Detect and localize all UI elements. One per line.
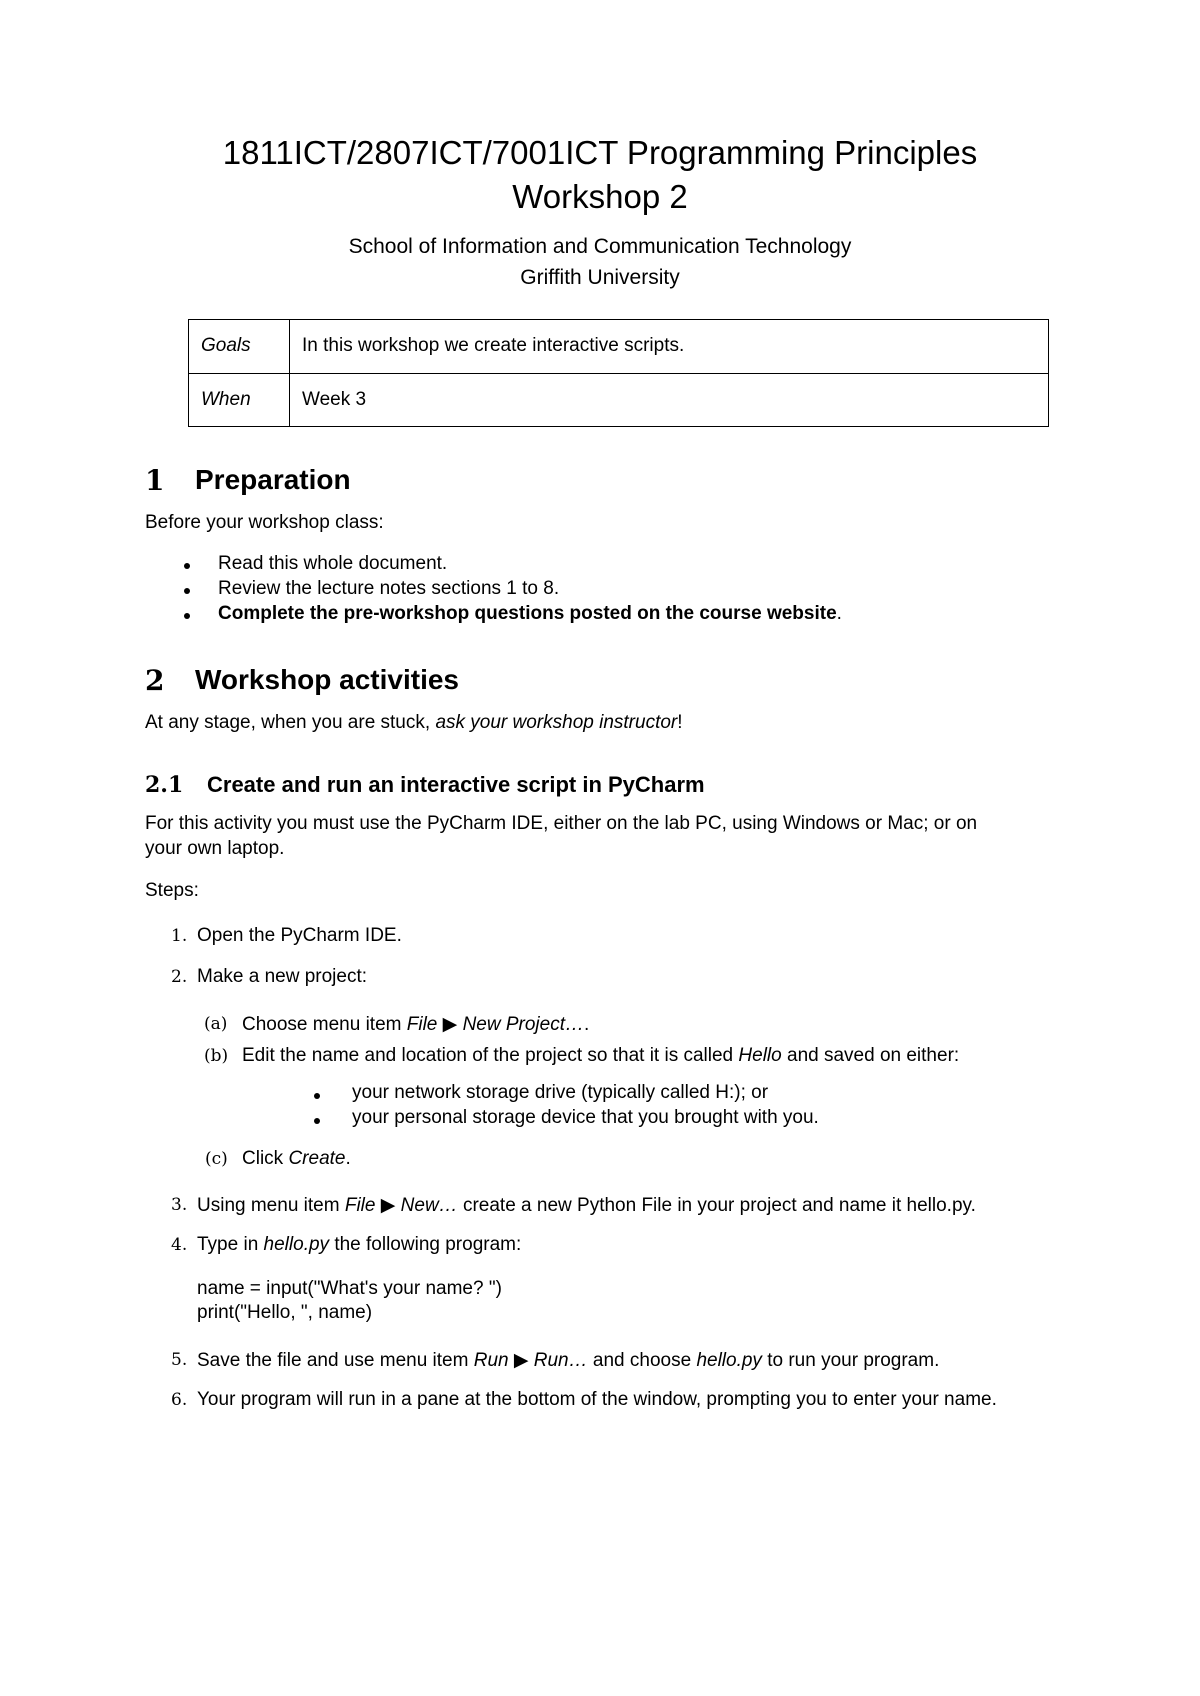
emphasis-text: ask your workshop instructor <box>435 712 678 733</box>
list-item: your personal storage device that you brought with you. <box>352 1107 819 1128</box>
list-item: Read this whole document. <box>218 553 448 574</box>
when-value: Week 3 <box>290 373 1049 427</box>
menu-arrow-icon: ▶ <box>380 1195 396 1216</box>
bullet-icon <box>184 588 190 594</box>
step-number: 1. <box>171 926 188 946</box>
subsection-title: Create and run an interactive script in PyCharm <box>207 772 705 797</box>
substep-label: (b) <box>204 1046 229 1066</box>
document-title-line1: 1811ICT/2807ICT/7001ICT Programming Principles <box>222 134 978 171</box>
step-2a-text: Choose menu item File ▶ New Project…. <box>242 1014 590 1035</box>
activity-paragraph-line2: your own laptop. <box>145 838 285 859</box>
step-number: 2. <box>171 967 188 987</box>
goals-value: In this workshop we create interactive scripts. <box>290 320 1049 374</box>
menu-arrow-icon: ▶ <box>442 1014 458 1035</box>
section-heading-workshop-activities <box>145 664 745 700</box>
bold-text: Complete the pre-workshop questions posted on the course website <box>218 603 837 624</box>
bullet-icon <box>184 563 190 569</box>
menu-arrow-icon: ▶ <box>513 1350 529 1371</box>
step-number: 3. <box>171 1195 188 1215</box>
bullet-icon <box>314 1118 320 1124</box>
bullet-icon <box>314 1093 320 1099</box>
workshop-intro: At any stage, when you are stuck, ask your workshop instructor! <box>145 712 683 733</box>
step-1-text: Open the PyCharm IDE. <box>197 925 402 946</box>
steps-label: Steps: <box>145 880 199 901</box>
step-5-text: Save the file and use menu item Run ▶ Run… and choose hello.py to run your program. <box>197 1350 940 1371</box>
step-number: 5. <box>171 1350 188 1370</box>
table-row <box>189 320 1049 374</box>
bullet-icon <box>184 613 190 619</box>
list-item: your network storage drive (typically called H:); or <box>352 1082 769 1103</box>
when-label: When <box>189 373 290 427</box>
section-number: 1 <box>145 464 165 497</box>
substep-label: (c) <box>205 1149 228 1169</box>
substep-label: (a) <box>204 1014 228 1034</box>
code-line: print("Hello, ", name) <box>197 1302 373 1323</box>
preparation-intro: Before your workshop class: <box>145 512 384 533</box>
section-number: 2 <box>145 664 165 697</box>
activity-paragraph-line1: For this activity you must use the PyCharm IDE, either on the lab PC, using Windows or Mac; or on <box>145 813 978 834</box>
step-6-text: Your program will run in a pane at the bottom of the window, prompting you to enter your name. <box>197 1389 997 1410</box>
section-heading-preparation <box>145 464 745 500</box>
school-name: School of Information and Communication Technology <box>348 235 852 258</box>
step-2c-text: Click Create. <box>242 1148 351 1169</box>
step-4-text: Type in hello.py the following program: <box>197 1234 522 1255</box>
section-title: Preparation <box>195 464 351 495</box>
subsection-number: 2.1 <box>145 772 184 798</box>
step-2b-text: Edit the name and location of the project so that it is called Hello and saved on either: <box>242 1045 960 1066</box>
step-3-text: Using menu item File ▶ New… create a new Python File in your project and name it hello.py. <box>197 1195 976 1216</box>
goals-label: Goals <box>189 320 290 374</box>
step-2-text: Make a new project: <box>197 966 368 987</box>
code-line: name = input("What's your name? ") <box>197 1278 502 1299</box>
subsection-heading <box>145 772 945 802</box>
university-name: Griffith University <box>520 266 680 289</box>
list-item-bold: Complete the pre-workshop questions posted on the course website. <box>218 603 842 624</box>
section-title: Workshop activities <box>195 664 460 695</box>
list-item: Review the lecture notes sections 1 to 8. <box>218 578 560 599</box>
step-number: 4. <box>171 1235 188 1255</box>
info-table <box>188 319 1049 427</box>
table-row <box>189 373 1049 427</box>
document-title-line2: Workshop 2 <box>512 178 688 215</box>
step-number: 6. <box>171 1390 188 1410</box>
